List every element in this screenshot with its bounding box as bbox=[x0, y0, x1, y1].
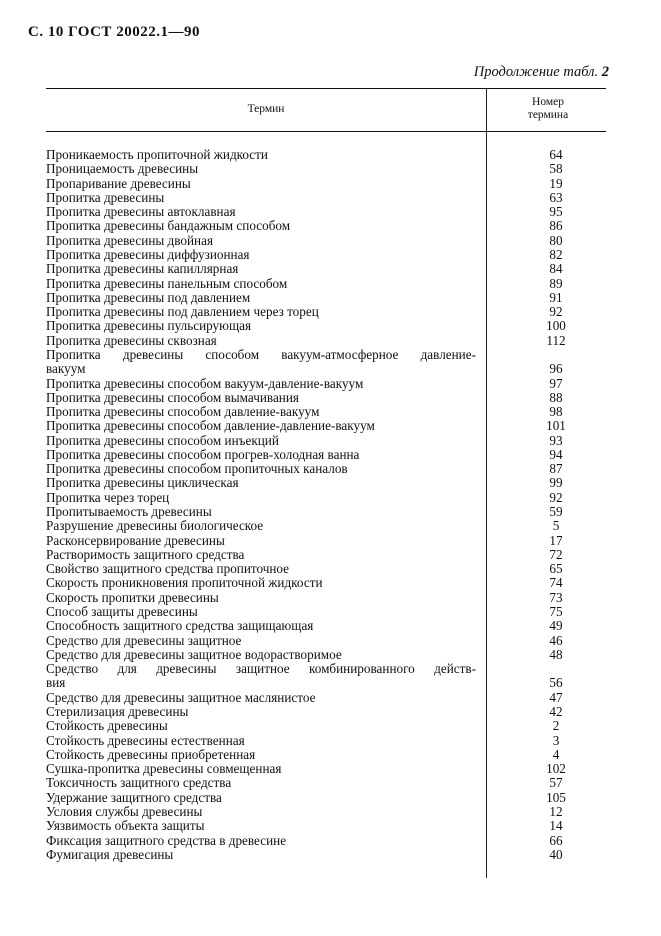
term-text: Пропитка древесины способом пропиточных каналов bbox=[46, 462, 348, 477]
term-number: 47 bbox=[549, 689, 563, 705]
table-row bbox=[46, 377, 586, 391]
term-number: 19 bbox=[549, 175, 563, 191]
term-text: Пропитка древесины пульсирующая bbox=[46, 319, 252, 334]
table-row bbox=[46, 177, 586, 191]
table-row bbox=[46, 734, 586, 748]
table-row bbox=[46, 762, 586, 776]
term-text: Пропаривание древесины bbox=[46, 176, 191, 191]
term-text: Средство для древесины защитное комбинированного действ- bbox=[46, 662, 476, 677]
term-text: Скорость проникновения пропиточной жидкости bbox=[46, 576, 323, 591]
term-text: Пропитка древесины сквозная bbox=[46, 333, 217, 348]
term-number: 42 bbox=[549, 703, 563, 719]
term-text: Токсичность защитного средства bbox=[46, 776, 232, 791]
table-row bbox=[46, 834, 586, 848]
table-row bbox=[46, 491, 586, 505]
term-text: Способ защиты древесины bbox=[46, 605, 198, 619]
header-number bbox=[488, 96, 608, 122]
term-text: Пропитка древесины bbox=[46, 190, 165, 205]
term-number: 17 bbox=[549, 532, 563, 548]
table-row bbox=[46, 391, 586, 405]
table-row bbox=[46, 476, 586, 490]
term-number: 92 bbox=[549, 489, 563, 505]
header-term: Термин bbox=[247, 103, 285, 115]
term-text: Растворимость защитного средства bbox=[46, 547, 245, 562]
term-text: Сушка-пропитка древесины совмещенная bbox=[46, 762, 282, 777]
term-text: Фумигация древесины bbox=[46, 847, 174, 862]
table-row bbox=[46, 277, 586, 291]
table-row bbox=[46, 819, 586, 833]
term-text: Скорость пропитки древесины bbox=[46, 590, 219, 605]
term-number: 56 bbox=[549, 675, 563, 691]
table-row bbox=[46, 776, 586, 790]
term-text: Пропитка древесины способом прогрев-холодная ванна bbox=[46, 447, 360, 462]
term-number: 58 bbox=[549, 161, 563, 177]
table-row bbox=[46, 691, 586, 705]
term-text: Пропитка древесины панельным способом bbox=[46, 276, 288, 291]
table-row bbox=[46, 234, 586, 248]
table-row bbox=[46, 348, 586, 377]
table-row bbox=[46, 305, 586, 319]
term-number: 5 bbox=[552, 518, 560, 534]
page-header: С. 10 ГОСТ 20022.1—90 bbox=[28, 24, 200, 40]
term-number: 95 bbox=[549, 204, 563, 220]
header-number-line2: термина bbox=[527, 109, 569, 121]
term-text: Пропитка древесины способом вымачивания bbox=[46, 390, 299, 405]
table-row bbox=[46, 605, 586, 619]
table-row bbox=[46, 205, 586, 219]
table-row bbox=[46, 219, 586, 233]
table-row bbox=[46, 334, 586, 348]
term-number: 63 bbox=[549, 189, 563, 205]
table-row bbox=[46, 662, 586, 691]
term-number: 82 bbox=[549, 246, 563, 262]
table-row bbox=[46, 562, 586, 576]
continuation-table-number: 2 bbox=[601, 64, 609, 80]
term-number: 101 bbox=[546, 418, 566, 434]
term-text: Пропитка через торец bbox=[46, 490, 170, 505]
table-row bbox=[46, 448, 586, 462]
table-row bbox=[46, 791, 586, 805]
table-row bbox=[46, 319, 586, 333]
term-number: 87 bbox=[549, 461, 563, 477]
term-text: Пропитка древесины способом давление-давление-вакуум bbox=[46, 419, 375, 434]
term-text: Стерилизация древесины bbox=[46, 704, 189, 719]
term-number: 12 bbox=[549, 803, 563, 819]
term-text: Расконсервирование древесины bbox=[46, 533, 225, 548]
term-text: Свойство защитного средства пропиточное bbox=[46, 562, 290, 577]
table-row bbox=[46, 848, 586, 862]
table-header-rule bbox=[46, 131, 606, 132]
table-row bbox=[46, 719, 586, 733]
table-row bbox=[46, 162, 586, 176]
table-continuation-note bbox=[474, 64, 609, 81]
table-row bbox=[46, 548, 586, 562]
term-text: Пропитка древесины автоклавная bbox=[46, 205, 236, 220]
table-row bbox=[46, 748, 586, 762]
term-text: Проникаемость пропиточной жидкости bbox=[46, 148, 268, 162]
term-number: 80 bbox=[549, 232, 563, 248]
table-row bbox=[46, 405, 586, 419]
term-number: 3 bbox=[552, 732, 560, 748]
term-number: 14 bbox=[549, 818, 563, 834]
table-row bbox=[46, 591, 586, 605]
table-row bbox=[46, 191, 586, 205]
term-text: Пропитка древесины капиллярная bbox=[46, 262, 239, 277]
term-text: Пропитываемость древесины bbox=[46, 505, 212, 520]
term-text: Пропитка древесины способом давление-вакуум bbox=[46, 405, 320, 420]
table-row bbox=[46, 505, 586, 519]
table-row bbox=[46, 419, 586, 433]
term-number: 73 bbox=[549, 589, 563, 605]
table-top-rule bbox=[46, 88, 606, 89]
term-number: 46 bbox=[549, 632, 563, 648]
term-text: Пропитка древесины под давлением bbox=[46, 290, 251, 305]
term-text: Пропитка древесины двойная bbox=[46, 233, 214, 248]
term-text-continuation: вия bbox=[46, 676, 66, 691]
term-number: 75 bbox=[549, 604, 563, 619]
table-row bbox=[46, 619, 586, 633]
term-text: Способность защитного средства защищающая bbox=[46, 619, 314, 634]
terms-table-body bbox=[46, 148, 586, 862]
term-number: 59 bbox=[549, 504, 563, 520]
term-number: 2 bbox=[552, 718, 560, 734]
term-text: Стойкость древесины приобретенная bbox=[46, 747, 256, 762]
table-row bbox=[46, 805, 586, 819]
term-text: Уязвимость объекта защиты bbox=[46, 819, 205, 834]
term-number: 4 bbox=[552, 746, 560, 762]
term-text: Удержание защитного средства bbox=[46, 790, 222, 805]
term-number: 88 bbox=[549, 389, 563, 405]
term-number: 86 bbox=[549, 218, 563, 234]
term-text-continuation: вакуум bbox=[46, 362, 86, 377]
term-number: 64 bbox=[549, 147, 563, 162]
table-row bbox=[46, 291, 586, 305]
term-number: 105 bbox=[546, 789, 566, 805]
table-row bbox=[46, 262, 586, 276]
header-number-line1: Номер bbox=[532, 96, 564, 108]
table-row bbox=[46, 462, 586, 476]
term-number: 98 bbox=[549, 404, 563, 420]
term-number: 89 bbox=[549, 275, 563, 291]
table-row bbox=[46, 534, 586, 548]
term-text: Пропитка древесины способом инъекций bbox=[46, 433, 279, 448]
term-number: 65 bbox=[549, 561, 563, 577]
term-number: 102 bbox=[546, 761, 566, 777]
term-number: 84 bbox=[549, 261, 563, 277]
term-text: Стойкость древесины естественная bbox=[46, 733, 245, 748]
term-number: 40 bbox=[549, 846, 563, 862]
term-number: 74 bbox=[549, 575, 563, 591]
term-text: Пропитка древесины диффузионная bbox=[46, 247, 250, 262]
term-number: 112 bbox=[546, 332, 566, 348]
term-number: 100 bbox=[546, 318, 566, 334]
term-number: 96 bbox=[549, 361, 563, 377]
term-number: 66 bbox=[549, 832, 563, 848]
table-row bbox=[46, 248, 586, 262]
table-row bbox=[46, 634, 586, 648]
term-text: Фиксация защитного средства в древесине bbox=[46, 833, 287, 848]
term-text: Средство для древесины защитное bbox=[46, 633, 242, 648]
term-text: Пропитка древесины циклическая bbox=[46, 476, 239, 491]
table-row bbox=[46, 148, 586, 162]
term-number: 49 bbox=[549, 618, 563, 634]
term-number: 99 bbox=[549, 475, 563, 491]
table-row bbox=[46, 648, 586, 662]
term-text: Условия службы древесины bbox=[46, 804, 203, 819]
term-number: 93 bbox=[549, 432, 563, 448]
table-row bbox=[46, 434, 586, 448]
term-text: Пропитка древесины способом вакуум-давление-вакуум bbox=[46, 376, 364, 391]
term-number: 91 bbox=[549, 289, 563, 305]
term-text: Средство для древесины защитное водорастворимое bbox=[46, 647, 342, 662]
term-number: 48 bbox=[549, 646, 563, 662]
term-text: Пропитка древесины способом вакуум-атмосферное давление- bbox=[46, 347, 476, 362]
term-text: Пропитка древесины под давлением через торец bbox=[46, 305, 319, 320]
term-text: Разрушение древесины биологическое bbox=[46, 519, 264, 534]
term-text: Средство для древесины защитное маслянистое bbox=[46, 690, 316, 705]
term-number: 72 bbox=[549, 546, 563, 562]
table-row bbox=[46, 519, 586, 533]
term-text: Стойкость древесины bbox=[46, 719, 168, 734]
term-number: 97 bbox=[549, 375, 563, 391]
term-number: 57 bbox=[549, 775, 563, 791]
term-number: 94 bbox=[549, 446, 563, 462]
term-text: Проницаемость древесины bbox=[46, 162, 199, 177]
table-row bbox=[46, 705, 586, 719]
term-number: 92 bbox=[549, 304, 563, 320]
table-row bbox=[46, 576, 586, 590]
term-text: Пропитка древесины бандажным способом bbox=[46, 219, 291, 234]
continuation-text: Продолжение табл. bbox=[473, 64, 599, 80]
